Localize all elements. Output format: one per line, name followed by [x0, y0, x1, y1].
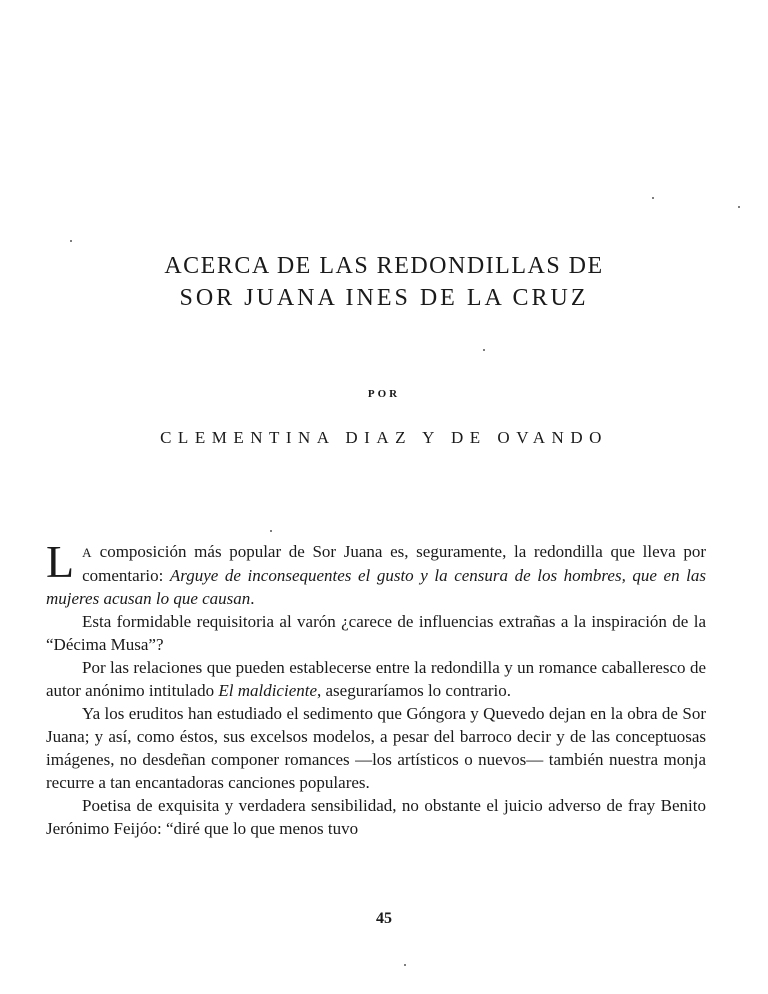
paragraph-5: Poetisa de exquisita y verdadera sensibilidad, no obstante el juicio adverso de fray Benito Jerónimo Feijóo: “diré que lo que menos tuvo: [46, 796, 706, 838]
paragraph-3-text: Por las relaciones que pueden establecerse entre la redondilla y un romance caballeresco de autor anónimo intitulado: [46, 658, 706, 700]
article-title-line-2: SOR JUANA INES DE LA CRUZ: [179, 285, 589, 311]
paragraph-3-end: , aseguraríamos lo contrario.: [317, 681, 512, 700]
scan-speck: [738, 206, 740, 208]
scan-speck: [70, 240, 72, 242]
paragraph-1-end: .: [250, 589, 255, 608]
paragraph-2: Esta formidable requisitoria al varón ¿carece de influencias extrañas a la inspiración de la “Décima Musa”?: [46, 612, 706, 654]
paragraph-4: Ya los eruditos han estudiado el sedimento que Góngora y Quevedo dejan en la obra de Sor Juana; y así, como éstos, sus excelsos modelos, a pesar del barroco decir y de las conceptuosas imágenes, no desdeñan componer romances —los artísticos o nuevos— también nuestra monja recurre a tan encantadoras canciones populares.: [46, 704, 706, 792]
scan-speck: [483, 349, 485, 351]
author-name: CLEMENTINA DIAZ Y DE OVANDO: [160, 428, 608, 447]
page-number: 45: [376, 910, 392, 927]
scan-speck: [404, 964, 406, 966]
romance-title-italic: El maldiciente: [218, 681, 318, 700]
poem-title-italic: Arguye de inconsequentes el gusto y la censura de los hombres, que en las mujeres acusan lo que causan: [46, 566, 706, 608]
scan-speck: [652, 197, 654, 199]
article-body: [46, 536, 706, 840]
scan-speck: [270, 530, 272, 532]
paragraph-3: [46, 656, 706, 702]
byline-por: POR: [367, 388, 401, 400]
article-title-line-1: ACERCA DE LAS REDONDILLAS DE: [164, 253, 604, 279]
paragraph-1-text: composición más popular de Sor Juana es, seguramente, la redondilla que lleva por comentario:: [82, 542, 706, 585]
drop-cap: L: [46, 536, 75, 587]
drop-cap-continuation: A: [82, 545, 92, 560]
paragraph-1: [46, 536, 706, 610]
